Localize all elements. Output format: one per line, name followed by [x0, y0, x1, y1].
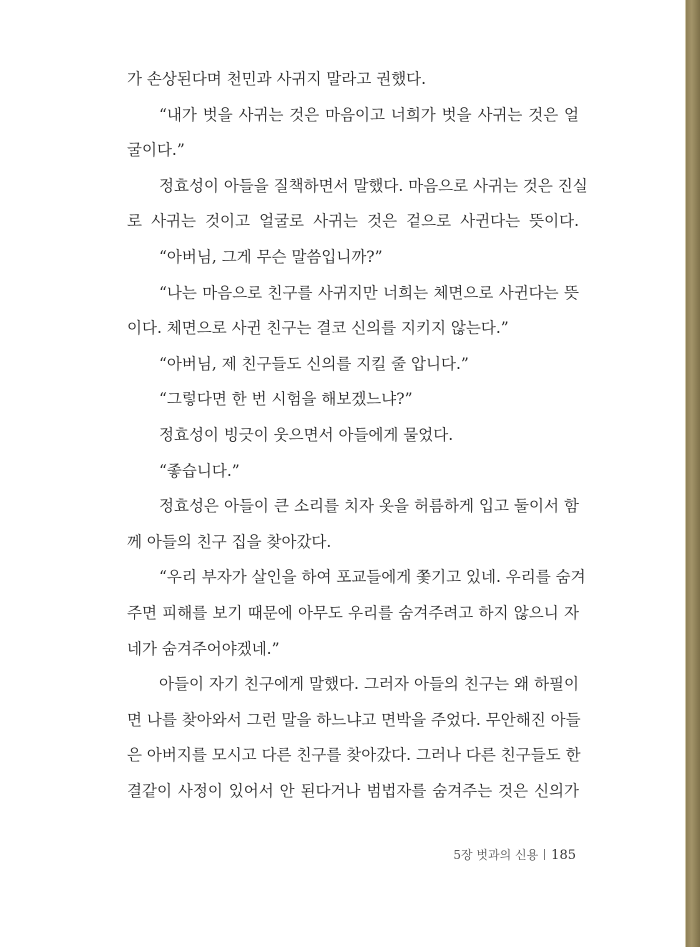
- text-line: “나는 마음으로 친구를 사귀지만 너희는 체면으로 사귄다는 뜻: [159, 283, 579, 302]
- text-line: 은 아버지를 모시고 다른 친구를 찾아갔다. 그러나 다른 친구들도 한: [127, 746, 581, 765]
- body-text: [127, 62, 588, 809]
- page-footer: [453, 846, 576, 863]
- text-line: 네가 숨겨주어야겠네.”: [127, 639, 280, 658]
- text-line: 이다. 체면으로 사귄 친구는 결코 신의를 지키지 않는다.”: [127, 319, 509, 338]
- text-line: 굴이다.”: [127, 141, 185, 160]
- text-line: “아버님, 그게 무슨 말씀입니까?”: [159, 247, 383, 266]
- text-line: 가 손상된다며 천민과 사귀지 말라고 권했다.: [127, 70, 427, 88]
- text-line: “내가 벗을 사귀는 것은 마음이고 너희가 벗을 사귀는 것은 얼: [159, 105, 579, 124]
- text-line: 정효성은 아들이 큰 소리를 치자 옷을 허름하게 입고 둘이서 함: [159, 497, 579, 516]
- text-line: “우리 부자가 살인을 하여 포교들에게 쫓기고 있네. 우리를 숨겨: [159, 568, 586, 587]
- book-spine-edge: [686, 0, 700, 947]
- text-line: 결같이 사정이 있어서 안 된다거나 범법자를 숨겨주는 것은 신의가: [127, 781, 579, 800]
- running-footer-chapter: 5장 벗과의 신용: [453, 848, 539, 862]
- text-line: 정효성이 빙긋이 웃으면서 아들에게 물었다.: [159, 425, 454, 444]
- text-line: 주면 피해를 보기 때문에 아무도 우리를 숨겨주려고 하지 않으니 자: [127, 603, 579, 622]
- text-line: “아버님, 제 친구들도 신의를 지킬 줄 압니다.”: [159, 354, 469, 373]
- text-line: “그렇다면 한 번 시험을 해보겠느냐?”: [159, 390, 413, 409]
- text-line: 로 사귀는 것이고 얼굴로 사귀는 것은 겉으로 사귄다는 뜻이다.: [127, 212, 579, 231]
- footer-divider: [544, 849, 545, 860]
- text-line: “좋습니다.”: [159, 461, 240, 480]
- text-line: 아들이 자기 친구에게 말했다. 그러자 아들의 친구는 왜 하필이: [159, 675, 579, 694]
- page-number: 185: [551, 848, 576, 863]
- text-line: 정효성이 아들을 질책하면서 말했다. 마음으로 사귀는 것은 진실: [159, 176, 588, 195]
- text-line: 께 아들의 친구 집을 찾아갔다.: [127, 532, 332, 551]
- text-line: 면 나를 찾아와서 그런 말을 하느냐고 면박을 주었다. 무안해진 아들: [127, 710, 581, 729]
